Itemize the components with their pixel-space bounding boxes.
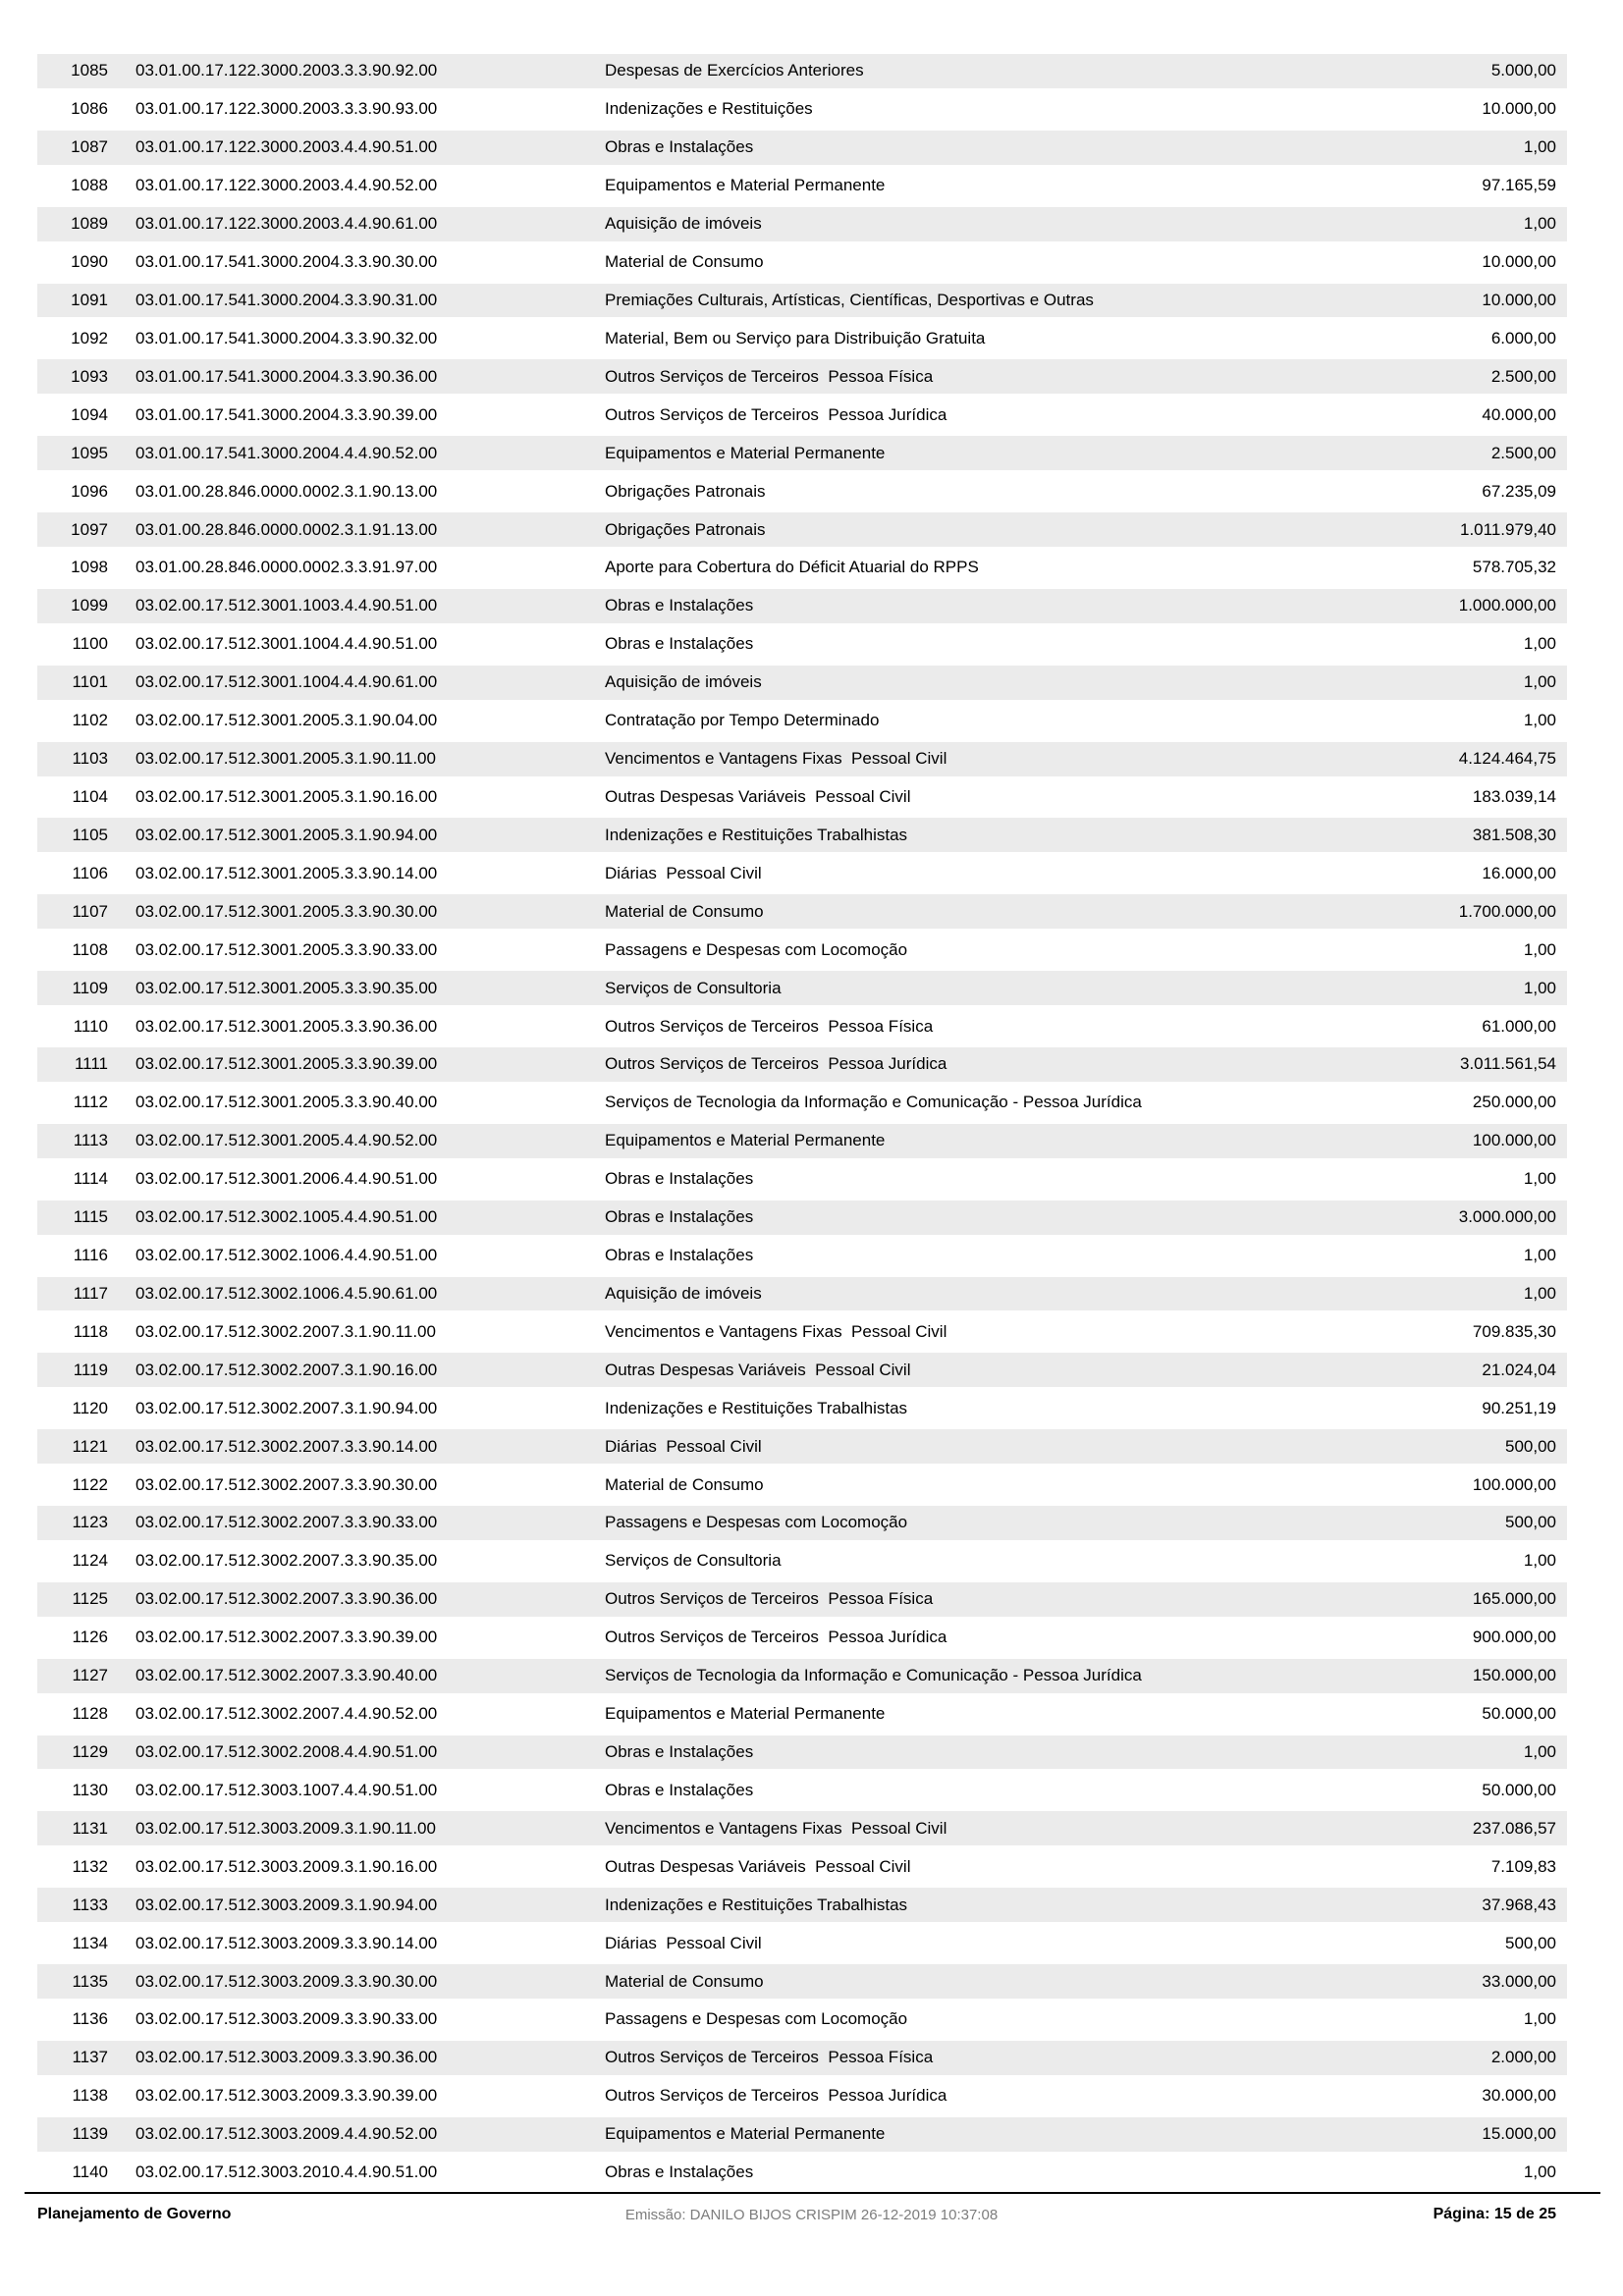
- table-row: [37, 1084, 1567, 1122]
- row-description: Vencimentos e Vantagens Fixas Pessoal Civil: [605, 749, 947, 769]
- row-budget-code: 03.02.00.17.512.3001.2005.3.1.90.11.00: [135, 749, 436, 769]
- row-description: Outras Despesas Variáveis Pessoal Civil: [605, 1856, 911, 1876]
- row-seq: 1129: [72, 1742, 108, 1762]
- row-value: 10.000,00: [1482, 290, 1556, 309]
- table-row: [37, 1427, 1567, 1466]
- row-description: Obrigações Patronais: [605, 481, 766, 501]
- row-seq: 1116: [73, 1246, 108, 1265]
- row-value: 237.086,57: [1472, 1818, 1556, 1838]
- row-budget-code: 03.02.00.17.512.3003.2009.4.4.90.52.00: [135, 2124, 438, 2144]
- table-row: [37, 1734, 1567, 1772]
- table-row: [37, 1351, 1567, 1389]
- row-value: 250.000,00: [1472, 1093, 1556, 1112]
- row-budget-code: 03.02.00.17.512.3002.2007.4.4.90.52.00: [135, 1704, 438, 1724]
- row-description: Obras e Instalações: [605, 137, 754, 157]
- table-row: [37, 1924, 1567, 1962]
- row-seq: 1091: [71, 290, 108, 309]
- row-budget-code: 03.02.00.17.512.3003.2009.3.1.90.16.00: [135, 1856, 438, 1876]
- row-seq: 1124: [72, 1551, 108, 1571]
- row-value: 1,00: [1523, 1246, 1556, 1265]
- row-value: 500,00: [1505, 1436, 1556, 1456]
- row-seq: 1138: [72, 2086, 108, 2106]
- footer-emission-info: Emissão: DANILO BIJOS CRISPIM 26-12-2019 10:37:08: [624, 2207, 999, 2223]
- row-value: 1,00: [1523, 634, 1556, 654]
- row-budget-code: 03.01.00.17.122.3000.2003.3.3.90.93.00: [135, 99, 438, 119]
- row-value: 900.000,00: [1472, 1628, 1556, 1647]
- row-seq: 1118: [73, 1321, 108, 1341]
- row-budget-code: 03.02.00.17.512.3001.2005.3.3.90.40.00: [135, 1093, 438, 1112]
- row-description: Serviços de Consultoria: [605, 1551, 782, 1571]
- row-description: Outras Despesas Variáveis Pessoal Civil: [605, 786, 911, 806]
- row-seq: 1135: [72, 1971, 108, 1991]
- row-seq: 1109: [72, 978, 108, 997]
- row-description: Aporte para Cobertura do Déficit Atuarial do RPPS: [605, 558, 979, 577]
- row-description: Material de Consumo: [605, 1474, 764, 1494]
- row-seq: 1140: [72, 2163, 108, 2182]
- row-seq: 1097: [71, 519, 108, 539]
- row-budget-code: 03.02.00.17.512.3001.1003.4.4.90.51.00: [135, 596, 438, 615]
- row-budget-code: 03.02.00.17.512.3002.2007.3.3.90.40.00: [135, 1666, 438, 1685]
- row-budget-code: 03.01.00.17.122.3000.2003.3.3.90.92.00: [135, 61, 438, 80]
- row-value: 1.700.000,00: [1458, 901, 1556, 921]
- row-description: Vencimentos e Vantagens Fixas Pessoal Civil: [605, 1818, 947, 1838]
- table-row: [37, 1886, 1567, 1924]
- row-seq: 1102: [72, 711, 108, 730]
- row-budget-code: 03.02.00.17.512.3001.2005.3.3.90.39.00: [135, 1054, 438, 1074]
- row-description: Vencimentos e Vantagens Fixas Pessoal Civil: [605, 1321, 947, 1341]
- table-row: [37, 664, 1567, 702]
- row-budget-code: 03.02.00.17.512.3003.2009.3.3.90.33.00: [135, 2009, 438, 2029]
- row-seq: 1112: [73, 1093, 108, 1112]
- row-value: 10.000,00: [1482, 252, 1556, 272]
- table-row: [37, 2115, 1567, 2154]
- row-value: 40.000,00: [1482, 404, 1556, 424]
- row-description: Equipamentos e Material Permanente: [605, 1131, 886, 1150]
- row-budget-code: 03.01.00.17.541.3000.2004.3.3.90.31.00: [135, 290, 438, 309]
- table-row: [37, 90, 1567, 129]
- row-value: 1,00: [1523, 672, 1556, 692]
- table-row: [37, 357, 1567, 396]
- row-seq: 1123: [72, 1513, 108, 1532]
- row-budget-code: 03.02.00.17.512.3003.2009.3.3.90.36.00: [135, 2048, 438, 2067]
- table-row: [37, 1771, 1567, 1809]
- row-seq: 1089: [71, 214, 108, 234]
- row-budget-code: 03.01.00.17.541.3000.2004.3.3.90.32.00: [135, 328, 438, 347]
- row-budget-code: 03.01.00.17.541.3000.2004.4.4.90.52.00: [135, 443, 438, 462]
- row-seq: 1094: [71, 404, 108, 424]
- row-description: Aquisição de imóveis: [605, 214, 762, 234]
- row-value: 1,00: [1523, 2009, 1556, 2029]
- row-seq: 1114: [73, 1169, 108, 1189]
- table-row: [37, 319, 1567, 357]
- table-row: [37, 549, 1567, 587]
- row-seq: 1096: [71, 481, 108, 501]
- row-budget-code: 03.02.00.17.512.3002.2007.3.3.90.14.00: [135, 1436, 438, 1456]
- row-value: 100.000,00: [1472, 1474, 1556, 1494]
- row-seq: 1095: [71, 443, 108, 462]
- row-value: 5.000,00: [1490, 61, 1556, 80]
- row-seq: 1122: [72, 1474, 108, 1494]
- row-value: 709.835,30: [1472, 1321, 1556, 1341]
- table-row: [37, 2039, 1567, 2077]
- table-row: [37, 1809, 1567, 1847]
- table-row: [37, 1962, 1567, 2001]
- table-row: [37, 1504, 1567, 1542]
- table-row: [37, 2001, 1567, 2039]
- row-value: 3.000.000,00: [1458, 1207, 1556, 1227]
- footer-report-title: Planejamento de Governo: [37, 2206, 232, 2222]
- row-budget-code: 03.02.00.17.512.3002.1006.4.5.90.61.00: [135, 1283, 438, 1303]
- row-budget-code: 03.01.00.17.541.3000.2004.3.3.90.39.00: [135, 404, 438, 424]
- row-budget-code: 03.02.00.17.512.3002.2007.3.3.90.39.00: [135, 1628, 438, 1647]
- row-description: Obras e Instalações: [605, 596, 754, 615]
- row-seq: 1134: [72, 1933, 108, 1952]
- row-budget-code: 03.02.00.17.512.3001.2005.3.3.90.36.00: [135, 1016, 438, 1036]
- row-seq: 1128: [72, 1704, 108, 1724]
- row-budget-code: 03.02.00.17.512.3001.2005.3.3.90.14.00: [135, 863, 438, 882]
- row-description: Outros Serviços de Terceiros Pessoa Jurídica: [605, 1628, 947, 1647]
- row-description: Despesas de Exercícios Anteriores: [605, 61, 864, 80]
- row-seq: 1093: [71, 366, 108, 386]
- row-seq: 1130: [72, 1780, 108, 1799]
- row-budget-code: 03.02.00.17.512.3002.1005.4.4.90.51.00: [135, 1207, 438, 1227]
- table-row: [37, 1619, 1567, 1657]
- table-row: [37, 1695, 1567, 1734]
- row-description: Equipamentos e Material Permanente: [605, 2124, 886, 2144]
- row-value: 1.000.000,00: [1458, 596, 1556, 615]
- table-row: [37, 1045, 1567, 1084]
- row-value: 97.165,59: [1482, 176, 1556, 195]
- row-value: 578.705,32: [1472, 558, 1556, 577]
- row-budget-code: 03.01.00.28.846.0000.0002.3.1.90.13.00: [135, 481, 438, 501]
- row-description: Equipamentos e Material Permanente: [605, 443, 886, 462]
- row-value: 30.000,00: [1482, 2086, 1556, 2106]
- row-description: Passagens e Despesas com Locomoção: [605, 2009, 908, 2029]
- row-value: 2.500,00: [1490, 366, 1556, 386]
- row-budget-code: 03.02.00.17.512.3001.2005.3.3.90.33.00: [135, 939, 438, 959]
- row-value: 1.011.979,40: [1460, 519, 1556, 539]
- row-description: Obras e Instalações: [605, 1246, 754, 1265]
- row-description: Outros Serviços de Terceiros Pessoa Jurídica: [605, 2086, 947, 2106]
- row-budget-code: 03.01.00.28.846.0000.0002.3.3.91.97.00: [135, 558, 438, 577]
- footer-page-number: Página: 15 de 25: [1433, 2206, 1556, 2222]
- row-value: 3.011.561,54: [1460, 1054, 1556, 1074]
- row-description: Serviços de Tecnologia da Informação e Comunicação - Pessoa Jurídica: [605, 1666, 1142, 1685]
- table-row: [37, 1237, 1567, 1275]
- table-row: [37, 2077, 1567, 2115]
- table-row: [37, 1275, 1567, 1313]
- row-description: Diárias Pessoal Civil: [605, 1436, 762, 1456]
- row-seq: 1131: [72, 1818, 108, 1838]
- table-row: [37, 1389, 1567, 1427]
- row-budget-code: 03.02.00.17.512.3003.2009.3.1.90.11.00: [135, 1818, 436, 1838]
- table-row: [37, 931, 1567, 969]
- row-description: Material de Consumo: [605, 1971, 764, 1991]
- row-seq: 1106: [72, 863, 108, 882]
- row-budget-code: 03.02.00.17.512.3002.2007.3.3.90.33.00: [135, 1513, 438, 1532]
- row-value: 1,00: [1523, 939, 1556, 959]
- row-seq: 1105: [72, 825, 108, 844]
- row-budget-code: 03.01.00.17.122.3000.2003.4.4.90.51.00: [135, 137, 438, 157]
- row-budget-code: 03.02.00.17.512.3002.2007.3.1.90.11.00: [135, 1321, 436, 1341]
- row-seq: 1137: [72, 2048, 108, 2067]
- row-seq: 1104: [72, 786, 108, 806]
- row-seq: 1107: [72, 901, 108, 921]
- row-seq: 1092: [71, 328, 108, 347]
- table-row: [37, 129, 1567, 167]
- table-row: [37, 1580, 1567, 1619]
- table-row: [37, 1199, 1567, 1237]
- row-value: 500,00: [1505, 1933, 1556, 1952]
- row-description: Diárias Pessoal Civil: [605, 1933, 762, 1952]
- row-seq: 1101: [72, 672, 108, 692]
- row-budget-code: 03.02.00.17.512.3001.2005.3.1.90.04.00: [135, 711, 438, 730]
- row-description: Outros Serviços de Terceiros Pessoa Física: [605, 1016, 934, 1036]
- row-budget-code: 03.02.00.17.512.3002.2007.3.3.90.35.00: [135, 1551, 438, 1571]
- row-seq: 1115: [73, 1207, 108, 1227]
- table-row: [37, 1542, 1567, 1580]
- row-value: 1,00: [1523, 1551, 1556, 1571]
- row-value: 37.968,43: [1482, 1895, 1556, 1914]
- row-seq: 1133: [72, 1895, 108, 1914]
- row-description: Obras e Instalações: [605, 2163, 754, 2182]
- budget-items-table: [37, 52, 1567, 2192]
- row-description: Diárias Pessoal Civil: [605, 863, 762, 882]
- row-description: Passagens e Despesas com Locomoção: [605, 1513, 908, 1532]
- row-value: 67.235,09: [1482, 481, 1556, 501]
- row-budget-code: 03.01.00.28.846.0000.0002.3.1.91.13.00: [135, 519, 438, 539]
- row-budget-code: 03.01.00.17.122.3000.2003.4.4.90.52.00: [135, 176, 438, 195]
- row-value: 165.000,00: [1472, 1589, 1556, 1609]
- row-seq: 1127: [72, 1666, 108, 1685]
- row-seq: 1087: [71, 137, 108, 157]
- table-row: [37, 1007, 1567, 1045]
- row-budget-code: 03.02.00.17.512.3001.2006.4.4.90.51.00: [135, 1169, 438, 1189]
- row-description: Aquisição de imóveis: [605, 672, 762, 692]
- row-value: 1,00: [1523, 1283, 1556, 1303]
- row-description: Indenizações e Restituições Trabalhistas: [605, 1398, 908, 1417]
- row-description: Obras e Instalações: [605, 1207, 754, 1227]
- row-value: 183.039,14: [1472, 786, 1556, 806]
- table-row: [37, 243, 1567, 282]
- row-seq: 1139: [72, 2124, 108, 2144]
- row-value: 150.000,00: [1472, 1666, 1556, 1685]
- row-description: Obrigações Patronais: [605, 519, 766, 539]
- table-row: [37, 1847, 1567, 1886]
- row-budget-code: 03.02.00.17.512.3003.2009.3.3.90.30.00: [135, 1971, 438, 1991]
- row-seq: 1108: [72, 939, 108, 959]
- row-value: 100.000,00: [1472, 1131, 1556, 1150]
- row-budget-code: 03.02.00.17.512.3002.2007.3.3.90.30.00: [135, 1474, 438, 1494]
- table-row: [37, 396, 1567, 434]
- row-value: 50.000,00: [1482, 1780, 1556, 1799]
- row-seq: 1099: [71, 596, 108, 615]
- table-row: [37, 816, 1567, 854]
- row-budget-code: 03.01.00.17.122.3000.2003.4.4.90.61.00: [135, 214, 438, 234]
- row-description: Material de Consumo: [605, 252, 764, 272]
- row-value: 15.000,00: [1482, 2124, 1556, 2144]
- row-seq: 1100: [72, 634, 108, 654]
- row-budget-code: 03.02.00.17.512.3002.2008.4.4.90.51.00: [135, 1742, 438, 1762]
- row-value: 1,00: [1523, 137, 1556, 157]
- row-seq: 1117: [73, 1283, 108, 1303]
- table-row: [37, 434, 1567, 472]
- row-description: Indenizações e Restituições Trabalhistas: [605, 825, 908, 844]
- row-value: 500,00: [1505, 1513, 1556, 1532]
- row-description: Indenizações e Restituições Trabalhistas: [605, 1895, 908, 1914]
- row-value: 16.000,00: [1482, 863, 1556, 882]
- row-description: Outros Serviços de Terceiros Pessoa Física: [605, 2048, 934, 2067]
- row-description: Material de Consumo: [605, 901, 764, 921]
- table-row: [37, 702, 1567, 740]
- table-row: [37, 969, 1567, 1007]
- row-budget-code: 03.02.00.17.512.3003.2009.3.3.90.39.00: [135, 2086, 438, 2106]
- table-row: [37, 52, 1567, 90]
- table-row: [37, 167, 1567, 205]
- row-description: Serviços de Consultoria: [605, 978, 782, 997]
- row-value: 1,00: [1523, 1742, 1556, 1762]
- table-row: [37, 854, 1567, 892]
- row-value: 1,00: [1523, 711, 1556, 730]
- row-seq: 1120: [72, 1398, 108, 1417]
- row-value: 2.000,00: [1490, 2048, 1556, 2067]
- row-description: Passagens e Despesas com Locomoção: [605, 939, 908, 959]
- row-seq: 1125: [72, 1589, 108, 1609]
- row-value: 10.000,00: [1482, 99, 1556, 119]
- row-seq: 1119: [73, 1360, 108, 1379]
- row-description: Equipamentos e Material Permanente: [605, 1704, 886, 1724]
- row-description: Obras e Instalações: [605, 1742, 754, 1762]
- table-row: [37, 892, 1567, 931]
- row-value: 1,00: [1523, 978, 1556, 997]
- row-description: Outros Serviços de Terceiros Pessoa Jurídica: [605, 404, 947, 424]
- table-row: [37, 587, 1567, 625]
- row-budget-code: 03.02.00.17.512.3003.2010.4.4.90.51.00: [135, 2163, 438, 2182]
- table-row: [37, 1122, 1567, 1160]
- row-budget-code: 03.02.00.17.512.3001.2005.3.1.90.94.00: [135, 825, 438, 844]
- row-description: Obras e Instalações: [605, 634, 754, 654]
- row-budget-code: 03.01.00.17.541.3000.2004.3.3.90.36.00: [135, 366, 438, 386]
- table-row: [37, 510, 1567, 549]
- row-value: 2.500,00: [1490, 443, 1556, 462]
- row-seq: 1090: [71, 252, 108, 272]
- row-budget-code: 03.02.00.17.512.3001.2005.3.3.90.30.00: [135, 901, 438, 921]
- row-budget-code: 03.02.00.17.512.3001.1004.4.4.90.51.00: [135, 634, 438, 654]
- row-value: 6.000,00: [1490, 328, 1556, 347]
- row-description: Serviços de Tecnologia da Informação e Comunicação - Pessoa Jurídica: [605, 1093, 1142, 1112]
- row-budget-code: 03.02.00.17.512.3002.2007.3.1.90.16.00: [135, 1360, 438, 1379]
- table-row: [37, 625, 1567, 664]
- row-budget-code: 03.02.00.17.512.3002.2007.3.1.90.94.00: [135, 1398, 438, 1417]
- row-value: 21.024,04: [1482, 1360, 1556, 1379]
- table-row: [37, 1160, 1567, 1199]
- row-description: Aquisição de imóveis: [605, 1283, 762, 1303]
- table-row: [37, 1312, 1567, 1351]
- table-row: [37, 2154, 1567, 2192]
- page-footer: [0, 2192, 1623, 2261]
- row-seq: 1121: [72, 1436, 108, 1456]
- row-description: Outras Despesas Variáveis Pessoal Civil: [605, 1360, 911, 1379]
- row-description: Outros Serviços de Terceiros Pessoa Jurídica: [605, 1054, 947, 1074]
- row-value: 61.000,00: [1482, 1016, 1556, 1036]
- row-value: 50.000,00: [1482, 1704, 1556, 1724]
- row-description: Obras e Instalações: [605, 1169, 754, 1189]
- row-description: Indenizações e Restituições: [605, 99, 813, 119]
- table-row: [37, 1657, 1567, 1695]
- table-row: [37, 205, 1567, 243]
- footer-divider: [25, 2192, 1600, 2194]
- row-budget-code: 03.02.00.17.512.3003.2009.3.3.90.14.00: [135, 1933, 438, 1952]
- row-seq: 1088: [71, 176, 108, 195]
- row-seq: 1126: [72, 1628, 108, 1647]
- row-seq: 1098: [71, 558, 108, 577]
- row-budget-code: 03.02.00.17.512.3001.2005.3.3.90.35.00: [135, 978, 438, 997]
- row-value: 7.109,83: [1490, 1856, 1556, 1876]
- row-budget-code: 03.02.00.17.512.3002.1006.4.4.90.51.00: [135, 1246, 438, 1265]
- row-seq: 1085: [71, 61, 108, 80]
- row-budget-code: 03.01.00.17.541.3000.2004.3.3.90.30.00: [135, 252, 438, 272]
- table-row: [37, 1466, 1567, 1504]
- table-row: [37, 740, 1567, 778]
- row-value: 33.000,00: [1482, 1971, 1556, 1991]
- row-seq: 1110: [73, 1016, 108, 1036]
- row-value: 4.124.464,75: [1458, 749, 1556, 769]
- row-seq: 1136: [72, 2009, 108, 2029]
- row-budget-code: 03.02.00.17.512.3001.1004.4.4.90.61.00: [135, 672, 438, 692]
- row-budget-code: 03.02.00.17.512.3003.1007.4.4.90.51.00: [135, 1780, 438, 1799]
- table-row: [37, 282, 1567, 320]
- row-description: Outros Serviços de Terceiros Pessoa Física: [605, 366, 934, 386]
- row-value: 1,00: [1523, 214, 1556, 234]
- row-value: 381.508,30: [1472, 825, 1556, 844]
- row-description: Obras e Instalações: [605, 1780, 754, 1799]
- row-description: Contratação por Tempo Determinado: [605, 711, 880, 730]
- table-row: [37, 778, 1567, 817]
- row-budget-code: 03.02.00.17.512.3001.2005.4.4.90.52.00: [135, 1131, 438, 1150]
- row-value: 1,00: [1523, 2163, 1556, 2182]
- row-seq: 1111: [74, 1054, 108, 1074]
- row-description: Premiações Culturais, Artísticas, Científicas, Desportivas e Outras: [605, 290, 1094, 309]
- row-budget-code: 03.02.00.17.512.3002.2007.3.3.90.36.00: [135, 1589, 438, 1609]
- row-value: 90.251,19: [1482, 1398, 1556, 1417]
- row-seq: 1113: [73, 1131, 108, 1150]
- row-description: Material, Bem ou Serviço para Distribuição Gratuita: [605, 328, 986, 347]
- row-description: Equipamentos e Material Permanente: [605, 176, 886, 195]
- row-budget-code: 03.02.00.17.512.3001.2005.3.1.90.16.00: [135, 786, 438, 806]
- row-value: 1,00: [1523, 1169, 1556, 1189]
- row-description: Outros Serviços de Terceiros Pessoa Física: [605, 1589, 934, 1609]
- table-row: [37, 472, 1567, 510]
- row-seq: 1132: [72, 1856, 108, 1876]
- row-seq: 1086: [71, 99, 108, 119]
- row-budget-code: 03.02.00.17.512.3003.2009.3.1.90.94.00: [135, 1895, 438, 1914]
- row-seq: 1103: [72, 749, 108, 769]
